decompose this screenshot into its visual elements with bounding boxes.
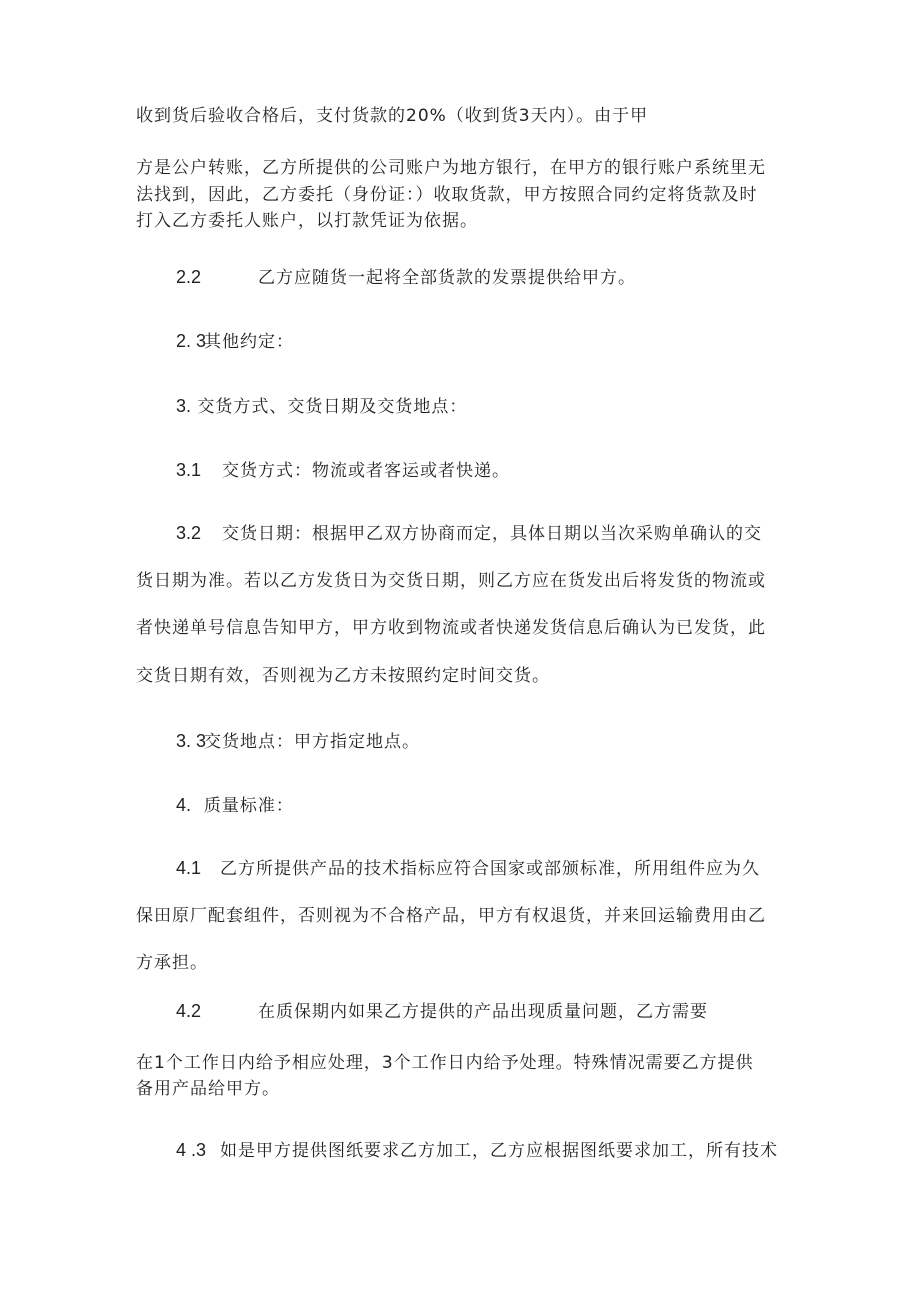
clause-number: 4 .3 xyxy=(176,1140,207,1160)
clause-4-2 xyxy=(176,999,708,1024)
paragraph-line: 保田原厂配套组件，否则视为不合格产品，甲方有权退货，并来回运输费用由乙 xyxy=(136,906,766,926)
clause-2-3 xyxy=(176,329,294,354)
paragraph-line: 打入乙方委托人账户，以打款凭证为依据。 xyxy=(136,211,478,231)
clause-number: 4.2 xyxy=(176,1001,202,1021)
clause-text: 如是甲方提供图纸要求乙方加工，乙方应根据图纸要求加工，所有技术 xyxy=(220,1141,778,1161)
paragraph-line: 货日期为准。若以乙方发货日为交货日期，则乙方应在货发出后将发货的物流或 xyxy=(136,571,766,591)
section-4-heading xyxy=(176,793,294,818)
paragraph-line: 方是公户转账，乙方所提供的公司账户为地方银行，在甲方的银行账户系统里无 xyxy=(136,158,766,178)
clause-3-2 xyxy=(176,521,762,546)
section-3-heading xyxy=(176,394,467,419)
clause-number: 2. 3 xyxy=(176,331,207,351)
section-number: 3. xyxy=(176,396,192,416)
paragraph-line: 方承担。 xyxy=(136,953,208,973)
paragraph-line: 法找到，因此，乙方委托（身份证：）收取货款，甲方按照合同约定将货款及时 xyxy=(136,185,758,205)
clause-2-2 xyxy=(176,265,636,290)
clause-4-3 xyxy=(176,1138,778,1163)
paragraph-line: 备用产品给甲方。 xyxy=(136,1079,280,1099)
paragraph-line: 交货日期有效，否则视为乙方未按照约定时间交货。 xyxy=(136,666,550,686)
clause-text: 乙方所提供产品的技术指标应符合国家或部颁标准，所用组件应为久 xyxy=(220,859,760,879)
clause-text: 交货地点：甲方指定地点。 xyxy=(204,732,420,752)
clause-number: 4.1 xyxy=(176,858,202,878)
clause-text: 交货方式：物流或者客运或者快递。 xyxy=(222,461,510,481)
paragraph-line: 收到货后验收合格后，支付货款的20%（收到货3天内）。由于甲 xyxy=(136,106,649,126)
clause-text: 其他约定： xyxy=(204,332,294,352)
clause-number: 3.1 xyxy=(176,460,202,480)
clause-3-1 xyxy=(176,458,510,483)
clause-text: 交货日期：根据甲乙双方协商而定，具体日期以当次采购单确认的交 xyxy=(222,524,762,544)
paragraph-line: 在1个工作日内给予相应处理，3个工作日内给予处理。特殊情况需要乙方提供 xyxy=(136,1053,754,1073)
clause-3-3 xyxy=(176,729,420,754)
clause-text: 在质保期内如果乙方提供的产品出现质量问题，乙方需要 xyxy=(258,1002,708,1022)
clause-number: 3. 3 xyxy=(176,731,207,751)
paragraph-line: 者快递单号信息告知甲方，甲方收到物流或者快递发货信息后确认为已发货，此 xyxy=(136,618,766,638)
section-title: 交货方式、交货日期及交货地点： xyxy=(197,397,468,417)
clause-4-1 xyxy=(176,856,760,881)
clause-text: 乙方应随货一起将全部货款的发票提供给甲方。 xyxy=(258,268,636,288)
clause-number: 2.2 xyxy=(176,267,202,287)
clause-number: 3.2 xyxy=(176,523,202,543)
section-number: 4. xyxy=(176,795,192,815)
section-title: 质量标准： xyxy=(203,796,294,816)
